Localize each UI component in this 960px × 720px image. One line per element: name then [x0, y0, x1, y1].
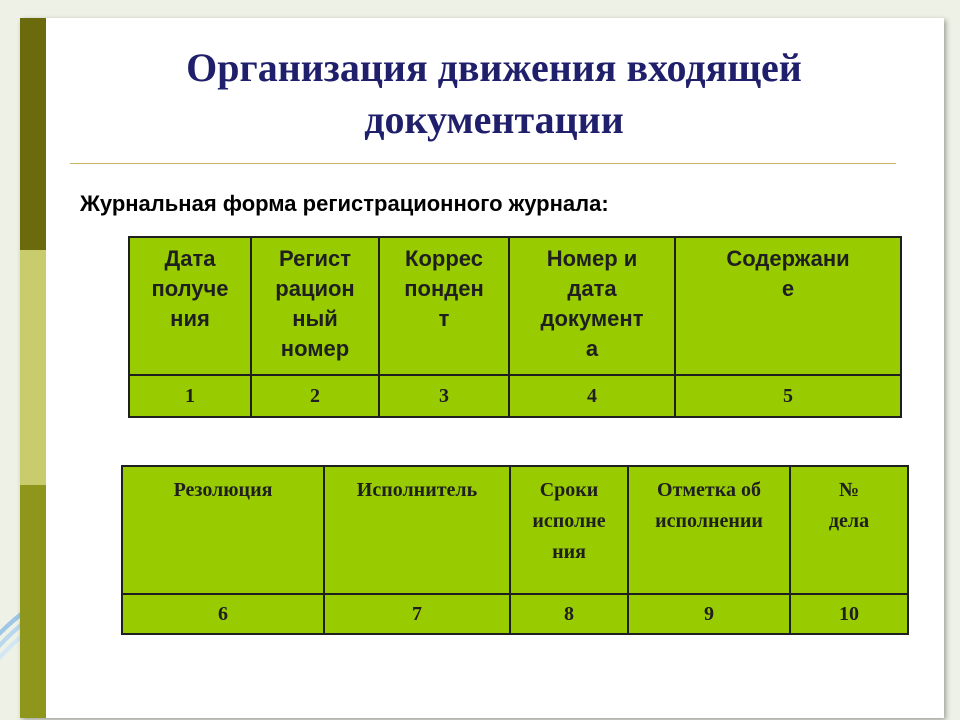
table-cell: 6 [122, 594, 324, 634]
title-divider [70, 163, 896, 164]
table-cell: 1 [129, 375, 251, 417]
table-header-cell: Регист рацион ный номер [251, 237, 379, 375]
table-header-cell: № дела [790, 466, 908, 594]
table-header-cell: Номер и дата документ а [509, 237, 675, 375]
table-header-cell: Содержани е [675, 237, 901, 375]
table-header-cell: Резолюция [122, 466, 324, 594]
table-cell: 10 [790, 594, 908, 634]
table-header-cell: Сроки исполне ния [510, 466, 628, 594]
table-number-row [129, 375, 901, 417]
journal-table-1 [128, 236, 902, 418]
table-cell: 4 [509, 375, 675, 417]
table-header-cell: Дата получе ния [129, 237, 251, 375]
table-header-row [129, 237, 901, 375]
table-header-row [122, 466, 908, 594]
table-number-row [122, 594, 908, 634]
table-header-cell: Исполнитель [324, 466, 510, 594]
sidebar-accent-dark [20, 18, 46, 250]
table-cell: 2 [251, 375, 379, 417]
slide-title: Организация движения входящей документации [186, 45, 802, 142]
table-cell: 3 [379, 375, 509, 417]
sidebar-accent-light [20, 250, 46, 485]
sidebar-accent-mid [20, 485, 46, 718]
slide [20, 18, 944, 718]
slide-subtitle: Журнальная форма регистрационного журнала: [80, 191, 609, 216]
table-header-cell: Отметка об исполнении [628, 466, 790, 594]
table-cell: 9 [628, 594, 790, 634]
table-cell: 5 [675, 375, 901, 417]
table-header-cell: Коррес понден т [379, 237, 509, 375]
journal-table-2 [121, 465, 909, 635]
table-cell: 7 [324, 594, 510, 634]
table-cell: 8 [510, 594, 628, 634]
